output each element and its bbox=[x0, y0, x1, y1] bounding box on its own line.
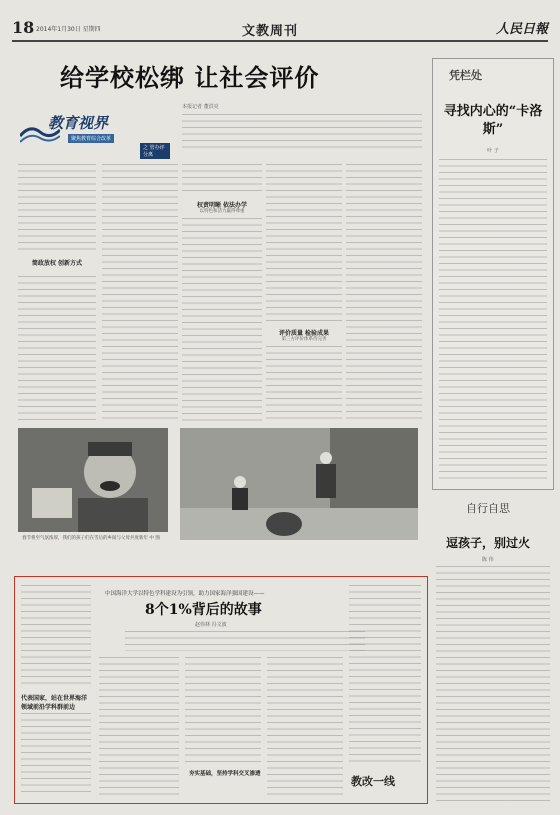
issue-date: 2014年1月30日 星期四 bbox=[36, 26, 101, 33]
feature-box bbox=[14, 576, 428, 804]
right-column-body bbox=[439, 159, 547, 481]
photo-caption: 春节将至气氛浓厚，我们的孩子们在雪后的乡间与父母共度新年 中 图 bbox=[22, 536, 160, 541]
feature-column-4 bbox=[267, 657, 343, 797]
subhead-3: 评价质量 检验成果 bbox=[278, 330, 330, 337]
page-header bbox=[12, 18, 548, 42]
feature-column-3 bbox=[185, 657, 261, 765]
feature-subhead-1: 代表国家，站在世界海洋领域前沿学科群前边 bbox=[21, 695, 88, 711]
feature-column-1a bbox=[21, 585, 91, 689]
body-column-3a bbox=[182, 164, 262, 196]
photo-children-running bbox=[180, 428, 418, 540]
feature-title: 8个1%背后的故事 bbox=[145, 602, 262, 618]
badge-subtitle: 聚焦教育综合改革 bbox=[68, 134, 114, 143]
subhead-1: 简政放权 创新方式 bbox=[31, 260, 83, 267]
feature-stamp: 教改一线 bbox=[351, 775, 395, 788]
section-title: 文教周刊 bbox=[242, 24, 299, 39]
subhead-3-small: 第三方评价体系待完善 bbox=[281, 337, 327, 342]
feature-column-1b bbox=[21, 713, 91, 797]
right-column-title: 寻找内心的“卡洛斯” bbox=[443, 104, 543, 137]
column-badge bbox=[20, 110, 170, 158]
column-label: 凭栏处 bbox=[449, 69, 482, 82]
feature-column-5 bbox=[349, 585, 421, 765]
right-column-byline-2: 陈 伟 bbox=[482, 557, 494, 563]
body-column-2 bbox=[102, 164, 178, 422]
right-column-body-2 bbox=[436, 566, 550, 802]
lead-paragraph bbox=[182, 114, 422, 148]
feature-byline: 赵伟林 冯文波 bbox=[195, 622, 227, 628]
feature-pretitle: 中国海洋大学以特色学科建设为引领，助力国家海洋强国建设—— bbox=[105, 591, 265, 597]
main-headline: 给学校松绑 让社会评价 bbox=[60, 64, 320, 92]
page-number: 18 bbox=[12, 18, 35, 37]
main-byline: 本报记者 董洪亮 bbox=[182, 104, 219, 110]
body-column-1b bbox=[18, 276, 96, 422]
subhead-2: 权责明晰 依法办学 bbox=[196, 202, 248, 209]
body-column-4b bbox=[266, 346, 342, 422]
feature-column-2 bbox=[99, 657, 179, 797]
right-column-label-2: 自行自思 bbox=[466, 502, 510, 515]
right-column-box bbox=[432, 58, 554, 490]
body-column-5 bbox=[346, 164, 422, 422]
badge-title: 教育视界 bbox=[48, 114, 109, 132]
masthead-logo: 人民日報 bbox=[495, 22, 548, 37]
body-column-4a bbox=[266, 164, 342, 324]
badge-tag: 之 管办评分离 bbox=[140, 143, 170, 159]
subhead-2-small: 以特色和活力赢得尊重 bbox=[199, 209, 245, 214]
right-column-title-2: 逗孩子，别过火 bbox=[446, 536, 531, 550]
right-column-byline: 叶 子 bbox=[487, 148, 499, 154]
body-column-1a bbox=[18, 164, 96, 254]
photo-boy bbox=[18, 428, 168, 532]
feature-quote bbox=[125, 631, 365, 651]
body-column-3b bbox=[182, 218, 262, 422]
feature-subhead-2: 夯实基础，坚持学科交叉渗透 bbox=[189, 771, 261, 777]
